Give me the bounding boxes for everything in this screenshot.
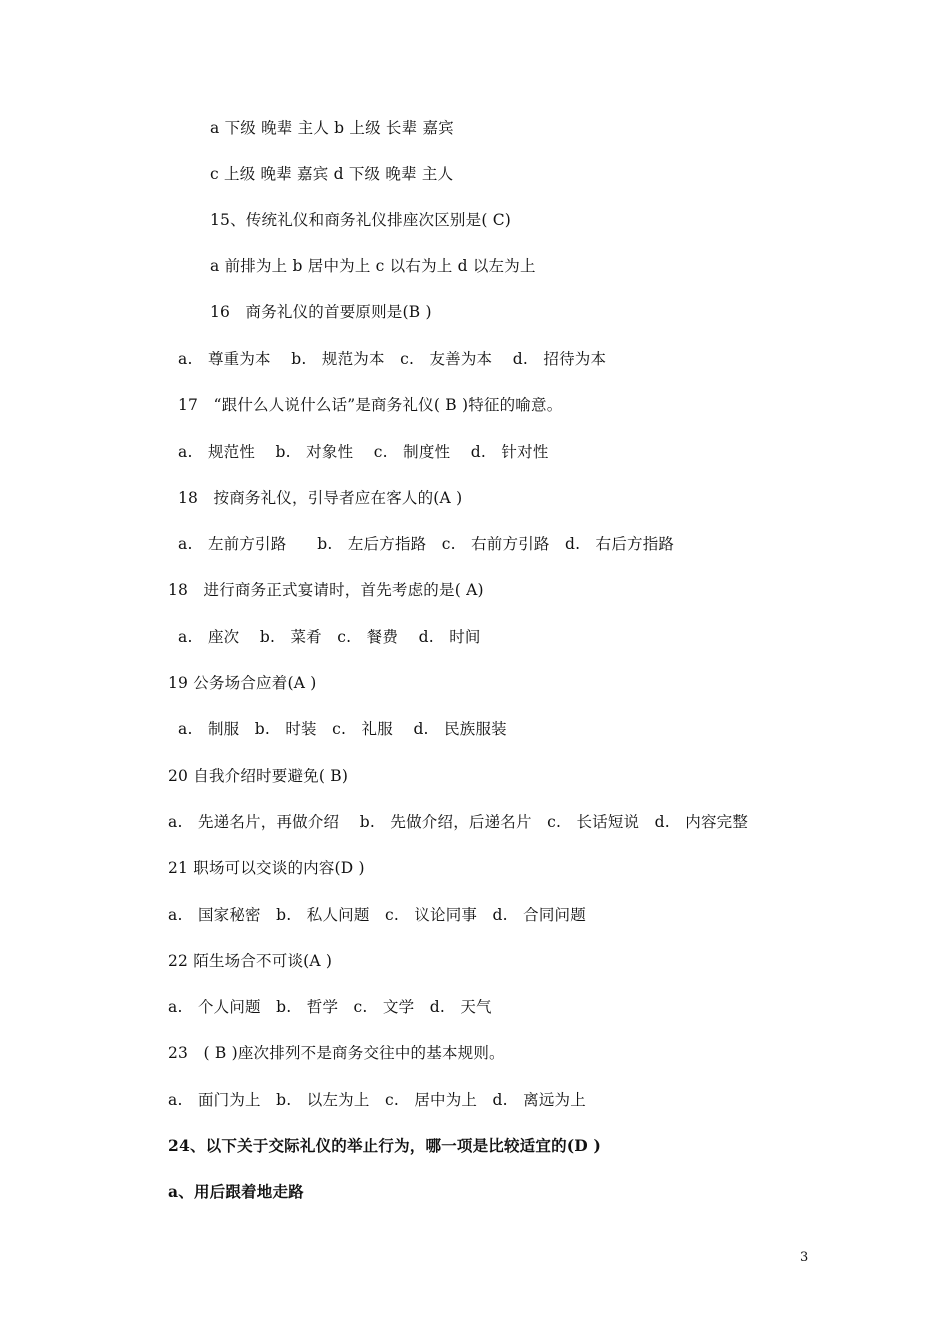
question-18-banquet: 18 进行商务正式宴请时，首先考虑的是( A) bbox=[168, 581, 484, 599]
answer-options-line: a. 先递名片，再做介绍 b. 先做介绍，后递名片 c. 长话短说 d. 内容完整 bbox=[168, 813, 749, 831]
answer-options-line: a. 左前方引路 b. 左后方指路 c. 右前方引路 d. 右后方指路 bbox=[178, 535, 675, 553]
question-24: 24、以下关于交际礼仪的举止行为，哪一项是比较适宜的(D ) bbox=[168, 1136, 602, 1155]
page-number: 3 bbox=[800, 1250, 809, 1265]
question-15: 15、传统礼仪和商务礼仪排座次区别是( C) bbox=[210, 211, 512, 229]
question-22: 22 陌生场合不可谈(A ) bbox=[168, 952, 333, 970]
answer-options-line: a. 规范性 b. 对象性 c. 制度性 d. 针对性 bbox=[178, 443, 549, 461]
answer-option-a: a、用后跟着地走路 bbox=[168, 1182, 304, 1201]
question-20: 20 自我介绍时要避免( B) bbox=[168, 767, 349, 785]
question-16: 16 商务礼仪的首要原则是(B ) bbox=[210, 303, 432, 321]
answer-options-line: a. 座次 b. 菜肴 c. 餐费 d. 时间 bbox=[178, 628, 481, 646]
answer-options-line: a 下级 晚辈 主人 b 上级 长辈 嘉宾 bbox=[210, 119, 454, 137]
answer-options-line: a 前排为上 b 居中为上 c 以右为上 d 以左为上 bbox=[210, 257, 536, 275]
answer-options-line: a. 国家秘密 b. 私人问题 c. 议论同事 d. 合同问题 bbox=[168, 906, 586, 924]
question-19: 19 公务场合应着(A ) bbox=[168, 674, 317, 692]
answer-options-line: a. 面门为上 b. 以左为上 c. 居中为上 d. 离远为上 bbox=[168, 1091, 586, 1109]
answer-options-line: a. 制服 b. 时装 c. 礼服 d. 民族服装 bbox=[178, 720, 507, 738]
question-21: 21 职场可以交谈的内容(D ) bbox=[168, 859, 365, 877]
answer-options-line: c 上级 晚辈 嘉宾 d 下级 晚辈 主人 bbox=[210, 165, 454, 183]
answer-options-line: a. 尊重为本 b. 规范为本 c. 友善为本 d. 招待为本 bbox=[178, 350, 607, 368]
question-23: 23 ( B )座次排列不是商务交往中的基本规则。 bbox=[168, 1044, 505, 1062]
answer-options-line: a. 个人问题 b. 哲学 c. 文学 d. 天气 bbox=[168, 998, 492, 1016]
question-17: 17 “跟什么人说什么话”是商务礼仪( B )特征的喻意。 bbox=[178, 396, 563, 414]
question-18: 18 按商务礼仪，引导者应在客人的(A ) bbox=[178, 489, 463, 507]
